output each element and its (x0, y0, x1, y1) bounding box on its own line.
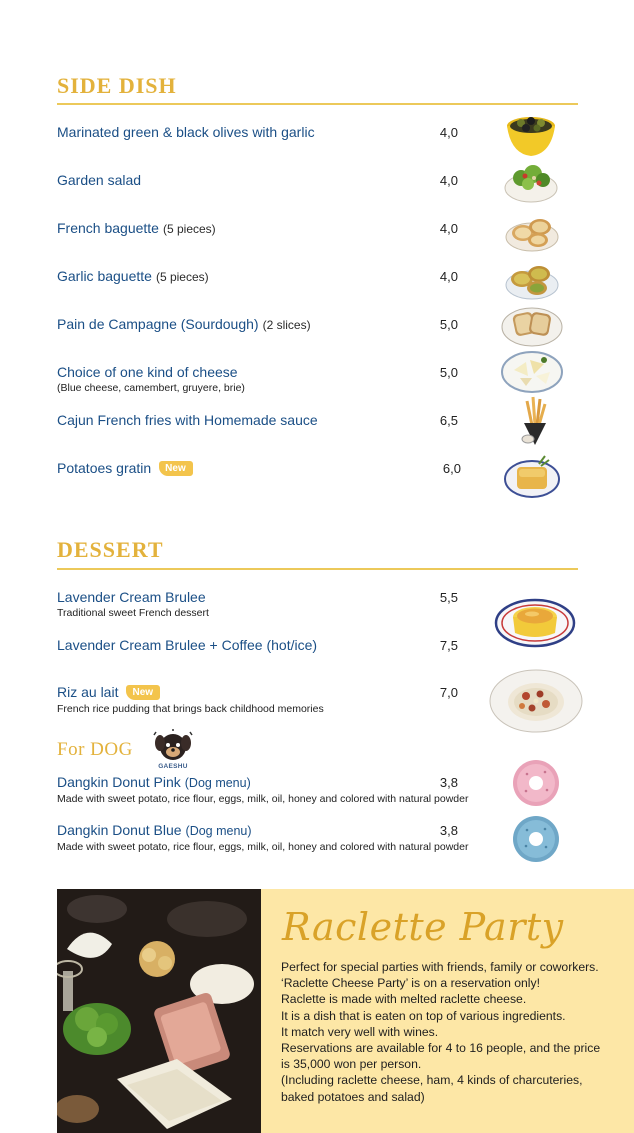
creme-brulee-photo (494, 589, 576, 651)
menu-item-note: (5 pieces) (155, 270, 209, 284)
menu-item-name: Marinated green & black olives with garlic (57, 124, 315, 140)
menu-item-name: Pain de Campagne (Sourdough) (2 slices) (57, 316, 311, 332)
menu-item-price: 5,0 (439, 317, 458, 332)
olives-bowl-photo (505, 112, 557, 158)
salad-bowl-photo (503, 158, 559, 206)
raclette-party-description (281, 959, 621, 1105)
gratin-plate-photo (503, 452, 561, 500)
menu-item-note: (5 pieces) (162, 222, 216, 236)
menu-item-note: (Dog menu) (185, 824, 252, 838)
menu-item-price: 7,0 (439, 685, 458, 700)
gaeshu-logo (148, 729, 198, 773)
menu-item-description: (Blue cheese, camembert, gruyere, brie) (57, 382, 245, 394)
menu-item-name: Garden salad (57, 172, 142, 188)
side-dish-title: SIDE DISH (57, 73, 177, 98)
menu-item-name: French baguette (5 pieces) (57, 220, 216, 236)
menu-item-description: Made with sweet potato, rice flour, eggs, milk, oil, honey and colored with natural powder (57, 841, 469, 853)
raclette-party-section (57, 889, 634, 1133)
dog-face-icon (148, 729, 198, 765)
menu-item-name: Lavender Cream Brulee (57, 589, 206, 605)
menu-item-price: 4,0 (439, 173, 458, 188)
gaeshu-logo-text: GAESHU (158, 763, 188, 770)
riz-au-lait-photo (488, 668, 584, 734)
description-line: is 35,000 won per person. (281, 1057, 422, 1072)
menu-item-price: 6,0 (442, 461, 461, 476)
menu-item-note: (2 slices) (262, 318, 311, 332)
menu-item-name: Lavender Cream Brulee + Coffee (hot/ice) (57, 637, 318, 653)
menu-item-description: Made with sweet potato, rice flour, eggs, milk, oil, honey and colored with natural powder (57, 793, 469, 805)
menu-item-name: Choice of one kind of cheese (57, 364, 238, 380)
baguette-plate-photo (505, 207, 559, 253)
description-line: (Including raclette cheese, ham, 4 kinds of charcuteries, (281, 1073, 583, 1088)
menu-item-price: 6,5 (439, 413, 458, 428)
for-dog-title: For DOG (57, 739, 133, 760)
description-line: It match very well with wines. (281, 1024, 439, 1039)
description-line: It is a dish that is eaten on top of various ingredients. (281, 1008, 566, 1023)
menu-item-price: 4,0 (439, 125, 458, 140)
menu-item-name: Riz au lait New (57, 684, 160, 700)
fries-cone-photo (518, 395, 552, 451)
menu-item-price: 5,5 (439, 590, 458, 605)
menu-item-price: 3,8 (439, 823, 458, 838)
menu-item-name: Garlic baguette (5 pieces) (57, 268, 209, 284)
description-line: ‘Raclette Cheese Party’ is on a reservation only! (281, 976, 540, 991)
description-line: Perfect for special parties with friends, family or coworkers. (281, 960, 599, 974)
menu-item-name: Potatoes gratin New (57, 460, 193, 476)
menu-item-note: (Dog menu) (184, 776, 251, 790)
description-line: Raclette is made with melted raclette cheese. (281, 992, 527, 1007)
cheese-plate-photo (500, 348, 564, 394)
menu-item-price: 7,5 (439, 638, 458, 653)
new-badge: New (126, 685, 160, 700)
dessert-title: DESSERT (57, 537, 164, 562)
raclette-party-title: Raclette Party (282, 905, 564, 949)
dessert-divider (57, 568, 578, 570)
menu-item-name: Dangkin Donut Blue (Dog menu) (57, 822, 252, 838)
description-line: Reservations are available for 4 to 16 people, and the price (281, 1041, 601, 1056)
menu-item-price: 5,0 (439, 365, 458, 380)
garlic-baguette-photo (505, 255, 559, 301)
menu-item-name: Cajun French fries with Homemade sauce (57, 412, 318, 428)
menu-item-description: Traditional sweet French dessert (57, 607, 209, 619)
side-dish-divider (57, 103, 578, 105)
menu-item-name: Dangkin Donut Pink (Dog menu) (57, 774, 251, 790)
raclette-party-photo (57, 889, 261, 1133)
description-line: baked potatoes and salad) (281, 1089, 425, 1104)
new-badge: New (159, 461, 193, 476)
menu-item-price: 4,0 (439, 269, 458, 284)
blue-donut-photo (511, 814, 561, 864)
menu-item-price: 3,8 (439, 775, 458, 790)
menu-item-price: 4,0 (439, 221, 458, 236)
pink-donut-photo (511, 758, 561, 808)
menu-item-description: French rice pudding that brings back childhood memories (57, 703, 324, 715)
raclette-info-panel (261, 889, 634, 1133)
sourdough-plate-photo (500, 301, 564, 349)
